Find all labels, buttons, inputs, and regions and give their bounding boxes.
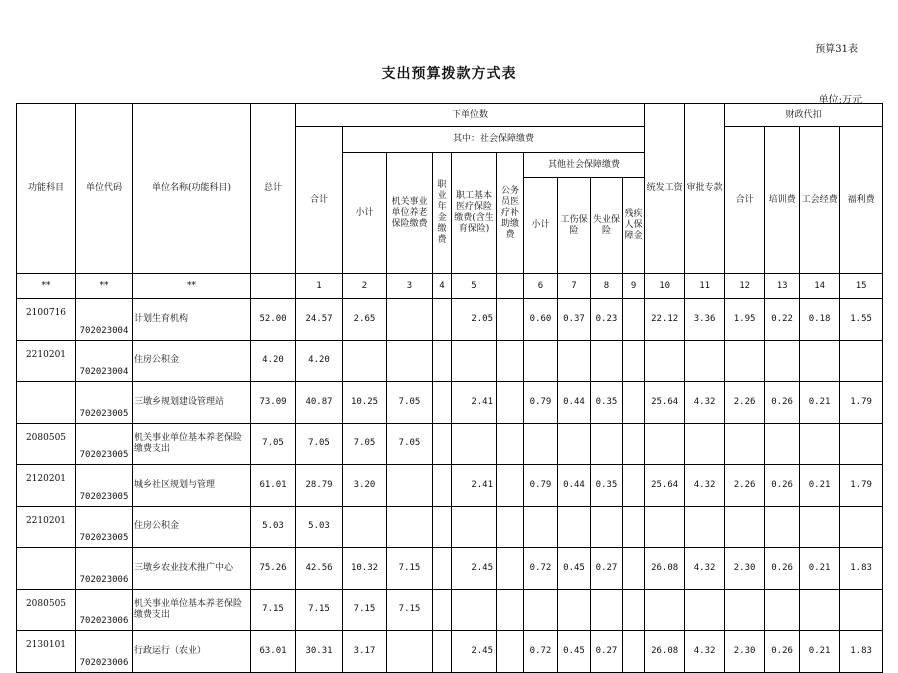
index-cell: 5 [452, 274, 497, 299]
caizheng-heji-cell: 1.95 [725, 299, 765, 341]
caizheng-heji-cell: 2.26 [725, 382, 765, 424]
table-row [17, 340, 883, 382]
unit-code-cell: 702023005 [76, 506, 133, 548]
func-code-cell: 2210201 [17, 506, 76, 548]
index-cell: 8 [591, 274, 623, 299]
func-code-cell: 2080505 [17, 423, 76, 465]
canji-cell [623, 299, 645, 341]
index-cell: ** [133, 274, 251, 299]
shiye-cell [591, 423, 623, 465]
header-unit-code: 单位代码 [76, 104, 133, 274]
shenpi-cell [685, 589, 725, 631]
unit-code-cell: 702023004 [76, 299, 133, 341]
table-body [17, 299, 883, 673]
shiye-cell: 0.27 [591, 548, 623, 590]
shiye-cell: 0.27 [591, 631, 623, 673]
heji-cell: 7.05 [296, 423, 343, 465]
shenpi-cell [685, 340, 725, 382]
func-code-cell: 2130101 [17, 631, 76, 673]
header-peixun: 培训费 [765, 127, 800, 274]
gongshang-cell: 0.37 [558, 299, 591, 341]
index-cell: ** [17, 274, 76, 299]
shiye-cell [591, 506, 623, 548]
gongshang-cell [558, 340, 591, 382]
shiye-cell: 0.35 [591, 465, 623, 507]
heji-cell: 4.20 [296, 340, 343, 382]
header-unit-name: 单位名称(功能科目) [133, 104, 251, 274]
tongfa-cell [645, 506, 685, 548]
header-shenpi: 审批专款 [685, 104, 725, 274]
canji-cell [623, 631, 645, 673]
total-cell: 75.26 [251, 548, 296, 590]
index-cell: 15 [840, 274, 883, 299]
shiye-cell: 0.35 [591, 382, 623, 424]
index-cell [251, 274, 296, 299]
table-row [17, 548, 883, 590]
table-row [17, 423, 883, 465]
gongwuyuan-cell [497, 465, 524, 507]
unit-name-cell: 行政运行（农业） [133, 631, 251, 673]
unit-name-cell: 城乡社区规划与管理 [133, 465, 251, 507]
index-row [17, 274, 883, 299]
gongwuyuan-cell [497, 382, 524, 424]
index-cell: 6 [524, 274, 558, 299]
page-title: 支出预算拨款方式表 [381, 66, 517, 82]
header-tongfa: 统发工资 [645, 104, 685, 274]
gongshang-cell: 0.45 [558, 548, 591, 590]
canji-cell [623, 589, 645, 631]
heji-cell: 5.03 [296, 506, 343, 548]
other-xiaoji-cell: 0.79 [524, 382, 558, 424]
tongfa-cell: 26.08 [645, 548, 685, 590]
total-cell: 5.03 [251, 506, 296, 548]
index-cell: 13 [765, 274, 800, 299]
gongwuyuan-cell [497, 423, 524, 465]
table-row [17, 465, 883, 507]
jiguan-yanglao-cell [387, 340, 433, 382]
peixun-cell: 0.26 [765, 631, 800, 673]
peixun-cell: 0.22 [765, 299, 800, 341]
header-xiaoji2: 小计 [524, 178, 558, 274]
gongshang-cell: 0.45 [558, 631, 591, 673]
yiliao-cell [452, 423, 497, 465]
unit-code-cell: 702023005 [76, 382, 133, 424]
total-cell: 7.15 [251, 589, 296, 631]
tongfa-cell: 25.64 [645, 465, 685, 507]
table-row [17, 299, 883, 341]
yiliao-cell: 2.45 [452, 548, 497, 590]
shenpi-cell: 3.36 [685, 299, 725, 341]
total-cell: 7.05 [251, 423, 296, 465]
zhiye-nianjin-cell [433, 340, 452, 382]
index-cell: 10 [645, 274, 685, 299]
tongfa-cell: 25.64 [645, 382, 685, 424]
total-cell: 52.00 [251, 299, 296, 341]
heji-cell: 40.87 [296, 382, 343, 424]
heji-cell: 30.31 [296, 631, 343, 673]
tongfa-cell [645, 340, 685, 382]
heji-cell: 7.15 [296, 589, 343, 631]
caizheng-heji-cell [725, 506, 765, 548]
peixun-cell [765, 340, 800, 382]
peixun-cell: 0.26 [765, 465, 800, 507]
yiliao-cell [452, 506, 497, 548]
xiaoji-cell [343, 340, 387, 382]
shenpi-cell [685, 423, 725, 465]
header-func-code: 功能科目 [17, 104, 76, 274]
other-xiaoji-cell: 0.79 [524, 465, 558, 507]
gongshang-cell [558, 423, 591, 465]
total-cell: 4.20 [251, 340, 296, 382]
canji-cell [623, 382, 645, 424]
header-gonghui: 工会经费 [800, 127, 840, 274]
header-caizheng: 财政代扣 [725, 104, 883, 127]
zhiye-nianjin-cell [433, 589, 452, 631]
shenpi-cell: 4.32 [685, 465, 725, 507]
index-cell: 2 [343, 274, 387, 299]
gongwuyuan-cell [497, 631, 524, 673]
jiguan-yanglao-cell: 7.05 [387, 423, 433, 465]
gongwuyuan-cell [497, 589, 524, 631]
header-zhiye-nianjin: 职业年金缴费 [433, 153, 452, 274]
other-xiaoji-cell [524, 423, 558, 465]
canji-cell [623, 506, 645, 548]
gonghui-cell [800, 506, 840, 548]
func-code-cell: 2120201 [17, 465, 76, 507]
caizheng-heji-cell [725, 589, 765, 631]
gongshang-cell: 0.44 [558, 465, 591, 507]
fuli-cell [840, 589, 883, 631]
jiguan-yanglao-cell: 7.05 [387, 382, 433, 424]
fuli-cell: 1.55 [840, 299, 883, 341]
unit-name-cell: 计划生育机构 [133, 299, 251, 341]
zhiye-nianjin-cell [433, 465, 452, 507]
caizheng-heji-cell [725, 340, 765, 382]
header-shehui: 其中：社会保障缴费 [343, 127, 645, 153]
other-xiaoji-cell [524, 340, 558, 382]
unit-code-cell: 702023005 [76, 423, 133, 465]
func-code-cell: 2210201 [17, 340, 76, 382]
peixun-cell [765, 423, 800, 465]
header-heji: 合计 [296, 127, 343, 274]
xiaoji-cell: 10.25 [343, 382, 387, 424]
gongwuyuan-cell [497, 299, 524, 341]
gonghui-cell: 0.18 [800, 299, 840, 341]
caizheng-heji-cell: 2.30 [725, 548, 765, 590]
fuli-cell: 1.83 [840, 548, 883, 590]
gonghui-cell: 0.21 [800, 465, 840, 507]
unit-code-cell: 702023004 [76, 340, 133, 382]
xiaoji-cell: 3.20 [343, 465, 387, 507]
gongshang-cell [558, 506, 591, 548]
unit-name-cell: 住房公积金 [133, 340, 251, 382]
canji-cell [623, 465, 645, 507]
jiguan-yanglao-cell [387, 465, 433, 507]
unit-name-cell: 机关事业单位基本养老保险缴费支出 [133, 423, 251, 465]
shenpi-cell: 4.32 [685, 548, 725, 590]
index-cell: 9 [623, 274, 645, 299]
jiguan-yanglao-cell: 7.15 [387, 548, 433, 590]
func-code-cell [17, 382, 76, 424]
header-gongshang: 工伤保险 [558, 178, 591, 274]
heji-cell: 42.56 [296, 548, 343, 590]
header-canji: 残疾人保障金 [623, 178, 645, 274]
header-shiye: 失业保险 [591, 178, 623, 274]
func-code-cell [17, 548, 76, 590]
canji-cell [623, 423, 645, 465]
tongfa-cell [645, 423, 685, 465]
gongwuyuan-cell [497, 506, 524, 548]
unit-name-cell: 三墩乡农业技术推广中心 [133, 548, 251, 590]
unit-label: 单位:万元 [818, 95, 862, 106]
gongshang-cell [558, 589, 591, 631]
yiliao-cell: 2.45 [452, 631, 497, 673]
jiguan-yanglao-cell: 7.15 [387, 589, 433, 631]
header-heji2: 合计 [725, 127, 765, 274]
yiliao-cell: 2.05 [452, 299, 497, 341]
total-cell: 61.01 [251, 465, 296, 507]
total-cell: 73.09 [251, 382, 296, 424]
unit-name-cell: 机关事业单位基本养老保险缴费支出 [133, 589, 251, 631]
index-cell: 14 [800, 274, 840, 299]
header-total: 总计 [251, 104, 296, 274]
xiaoji-cell [343, 506, 387, 548]
caizheng-heji-cell [725, 423, 765, 465]
yiliao-cell: 2.41 [452, 465, 497, 507]
zhiye-nianjin-cell [433, 506, 452, 548]
table-row [17, 506, 883, 548]
unit-code-cell: 702023006 [76, 548, 133, 590]
gonghui-cell [800, 589, 840, 631]
gonghui-cell [800, 423, 840, 465]
shiye-cell [591, 589, 623, 631]
header-fuli: 福利费 [840, 127, 883, 274]
index-cell [497, 274, 524, 299]
other-xiaoji-cell [524, 589, 558, 631]
zhiye-nianjin-cell [433, 423, 452, 465]
index-cell: 3 [387, 274, 433, 299]
xiaoji-cell: 3.17 [343, 631, 387, 673]
other-xiaoji-cell: 0.72 [524, 548, 558, 590]
xiaoji-cell: 7.15 [343, 589, 387, 631]
index-cell: 7 [558, 274, 591, 299]
gongwuyuan-cell [497, 340, 524, 382]
shenpi-cell [685, 506, 725, 548]
tongfa-cell: 26.08 [645, 631, 685, 673]
shiye-cell: 0.23 [591, 299, 623, 341]
func-code-cell: 2100716 [17, 299, 76, 341]
fuli-cell [840, 506, 883, 548]
header-gongwuyuan: 公务员医疗补助缴费 [497, 153, 524, 274]
total-cell: 63.01 [251, 631, 296, 673]
table-row [17, 589, 883, 631]
canji-cell [623, 548, 645, 590]
unit-code-cell: 702023006 [76, 589, 133, 631]
budget-table [16, 103, 883, 673]
gonghui-cell [800, 340, 840, 382]
index-cell: 12 [725, 274, 765, 299]
table-row [17, 631, 883, 673]
xiaoji-cell: 2.65 [343, 299, 387, 341]
index-cell: 4 [433, 274, 452, 299]
zhiye-nianjin-cell [433, 299, 452, 341]
caizheng-heji-cell: 2.26 [725, 465, 765, 507]
yiliao-cell [452, 340, 497, 382]
canji-cell [623, 340, 645, 382]
shiye-cell [591, 340, 623, 382]
fuli-cell [840, 423, 883, 465]
shenpi-cell: 4.32 [685, 382, 725, 424]
jiguan-yanglao-cell [387, 631, 433, 673]
fuli-cell [840, 340, 883, 382]
heji-cell: 28.79 [296, 465, 343, 507]
heji-cell: 24.57 [296, 299, 343, 341]
peixun-cell: 0.26 [765, 382, 800, 424]
gongshang-cell: 0.44 [558, 382, 591, 424]
document-number: 预算31表 [815, 44, 858, 55]
peixun-cell [765, 589, 800, 631]
yiliao-cell: 2.41 [452, 382, 497, 424]
fuli-cell: 1.83 [840, 631, 883, 673]
yiliao-cell [452, 589, 497, 631]
index-cell: ** [76, 274, 133, 299]
tongfa-cell: 22.12 [645, 299, 685, 341]
header-xiadanwei: 下单位数 [296, 104, 645, 127]
jiguan-yanglao-cell [387, 299, 433, 341]
tongfa-cell [645, 589, 685, 631]
header-yiliao: 职工基本医疗保险缴费(含生育保险) [452, 153, 497, 274]
shenpi-cell: 4.32 [685, 631, 725, 673]
gonghui-cell: 0.21 [800, 382, 840, 424]
caizheng-heji-cell: 2.30 [725, 631, 765, 673]
unit-name-cell: 三墩乡规划建设管理站 [133, 382, 251, 424]
func-code-cell: 2080505 [17, 589, 76, 631]
other-xiaoji-cell [524, 506, 558, 548]
xiaoji-cell: 7.05 [343, 423, 387, 465]
index-cell: 1 [296, 274, 343, 299]
peixun-cell: 0.26 [765, 548, 800, 590]
table-row [17, 382, 883, 424]
unit-code-cell: 702023005 [76, 465, 133, 507]
gonghui-cell: 0.21 [800, 548, 840, 590]
header-other-shebao: 其他社会保障缴费 [524, 153, 645, 178]
other-xiaoji-cell: 0.72 [524, 631, 558, 673]
fuli-cell: 1.79 [840, 382, 883, 424]
gongwuyuan-cell [497, 548, 524, 590]
unit-name-cell: 住房公积金 [133, 506, 251, 548]
unit-code-cell: 702023006 [76, 631, 133, 673]
peixun-cell [765, 506, 800, 548]
xiaoji-cell: 10.32 [343, 548, 387, 590]
jiguan-yanglao-cell [387, 506, 433, 548]
header-xiaoji: 小计 [343, 153, 387, 274]
zhiye-nianjin-cell [433, 382, 452, 424]
zhiye-nianjin-cell [433, 548, 452, 590]
fuli-cell: 1.79 [840, 465, 883, 507]
header-jiguan-yanglao: 机关事业单位养老保险缴费 [387, 153, 433, 274]
gonghui-cell: 0.21 [800, 631, 840, 673]
zhiye-nianjin-cell [433, 631, 452, 673]
other-xiaoji-cell: 0.60 [524, 299, 558, 341]
index-cell: 11 [685, 274, 725, 299]
